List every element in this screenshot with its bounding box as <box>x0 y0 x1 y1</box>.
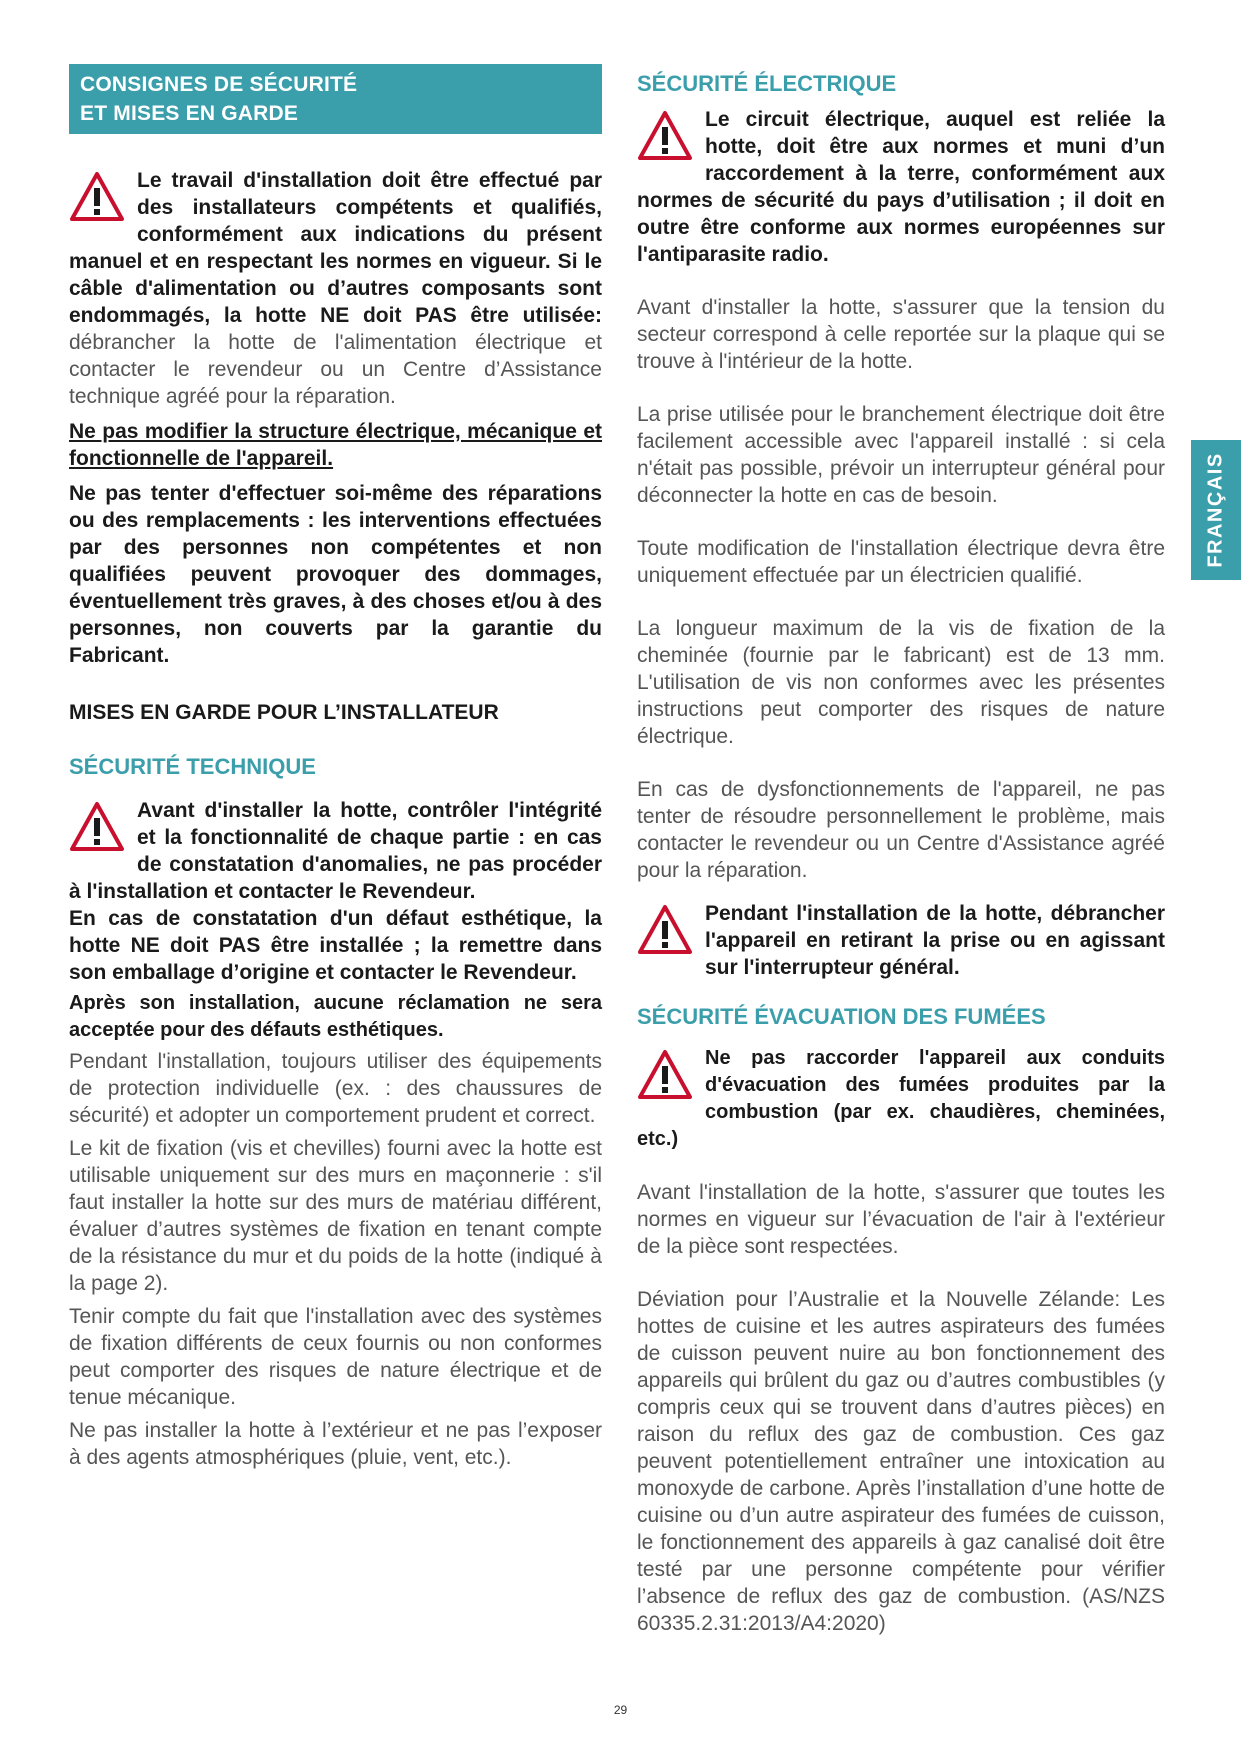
warning-installation-rest: débrancher la hotte de l'alimentation électrique et contacter le revendeur ou un Centre d’Assistance technique agréé pour la réparation. <box>69 331 602 408</box>
installer-title: MISES EN GARDE POUR L’INSTALLATEUR <box>69 701 499 724</box>
warning-triangle-icon <box>637 904 693 956</box>
tech-safety-title: SÉCURITÉ TECHNIQUE <box>69 754 316 779</box>
para-protection: Pendant l'installation, toujours utiliser des équipements de protection individuelle (ex. : des chaussures de sécurité) et adopter un comportement prudent et correct. <box>69 1050 602 1127</box>
para-malfunction: En cas de dysfonctionnements de l'appareil, ne pas tenter de résoudre personnellement le problème, mais contacter le revendeur ou un Centre d'Assistance agréé pour la réparation. <box>637 778 1165 882</box>
header-line-2: ET MISES EN GARDE <box>80 102 299 125</box>
para-voltage: Avant d'installer la hotte, s'assurer que la tension du secteur correspond à celle reportée sur la plaque qui se trouve à l'intérieur de la hotte. <box>637 296 1165 373</box>
right-column <box>637 64 1165 1637</box>
warning-tech-a: Avant d'installer la hotte, contrôler l'intégrité et la fonctionnalité de chaque partie : en cas de constatation d'anomalies, ne pas procéder à l'installation et contacter le Revendeur. <box>69 799 602 903</box>
warning-electric <box>637 106 1165 268</box>
language-tab-label: FRANÇAIS <box>1204 452 1227 568</box>
warning-tech-b: En cas de constatation d'un défaut esthétique, la hotte NE doit PAS être installée ; la remettre dans son emballage d’origine et contacter le Revendeur. <box>69 907 602 984</box>
repair-warning: Ne pas tenter d'effectuer soi-même des réparations ou des remplacements : les interventions effectuées par des personnes non compétentes et non qualifiées peuvent provoquer des dommages, éventuellement très graves, à des choses et/ou à des personnes, non couverts par la garantie du Fabricant. <box>69 482 602 667</box>
warning-triangle-icon <box>69 801 125 853</box>
section-header-safety <box>69 64 602 134</box>
para-fixing-systems: Tenir compte du fait que l'installation avec des systèmes de fixation différents de ceux fournis ou non conformes peut comporter des risques de nature électrique et de tenue mécanique. <box>69 1305 602 1409</box>
warning-fumes-text: Ne pas raccorder l'appareil aux conduits d'évacuation des fumées produites par la combustion (par ex. chaudières, cheminées, etc.) <box>637 1047 1165 1150</box>
para-air-evacuation: Avant l'installation de la hotte, s'assurer que toutes les normes en vigueur sur l’évacuation de l'air à l'extérieur de la pièce sont respectées. <box>637 1181 1165 1258</box>
elec-safety-title: SÉCURITÉ ÉLECTRIQUE <box>637 71 897 96</box>
warning-fumes <box>637 1045 1165 1153</box>
page-number: 29 <box>613 1703 628 1717</box>
warning-triangle-icon <box>637 1049 693 1101</box>
warning-unplug <box>637 900 1165 981</box>
warning-tech <box>69 797 602 905</box>
para-socket: La prise utilisée pour le branchement électrique doit être facilement accessible avec l'appareil installé : si cela n'était pas possible, prévoir un interrupteur général pour déconnecter la hotte en cas de besoin. <box>637 403 1165 507</box>
language-tab <box>1191 440 1241 580</box>
warning-unplug-text: Pendant l'installation de la hotte, débrancher l'appareil en retirant la prise ou en agissant sur l'interrupteur général. <box>705 902 1165 979</box>
header-line-1: CONSIGNES DE SÉCURITÉ <box>80 73 358 96</box>
para-modification: Toute modification de l'installation électrique devra être uniquement effectuée par un électricien qualifié. <box>637 537 1165 587</box>
fumes-safety-title: SÉCURITÉ ÉVACUATION DES FUMÉES <box>637 1004 1046 1029</box>
para-australia: Déviation pour l’Australie et la Nouvelle Zélande: Les hottes de cuisine et les autres aspirateurs des fumées de cuisson peuvent nuire au bon fonctionnement des appareils qui brûlent du gaz ou d’autres combustibles (y compris ceux qui se trouvent dans d’autres pièces) en raison du reflux des gaz de combustion. Ces gaz peuvent potentiellement entraîner une intoxication au monoxyde de carbone. Après l’installation d’une hotte de cuisine ou d’un autre aspirateur des fumées de cuisson, le fonctionnement des appareils à gaz canalisé doit être testé par une personne compétente pour vérifier l’absence de reflux des gaz de combustion. (AS/NZS 60335.2.31:2013/A4:2020) <box>637 1288 1165 1635</box>
para-outdoor: Ne pas installer la hotte à l’extérieur et ne pas l’exposer à des agents atmosphériques (pluie, vent, etc.). <box>69 1419 602 1469</box>
para-screw-length: La longueur maximum de la vis de fixation de la cheminée (fournie par le fabricant) est de 13 mm. L'utilisation de vis non conformes avec les présentes instructions peut comporter des risques de nature électrique. <box>637 617 1165 748</box>
modify-warning: Ne pas modifier la structure électrique, mécanique et fonctionnelle de l'appareil. <box>69 420 602 470</box>
warning-triangle-icon <box>69 171 125 223</box>
para-fixing-kit: Le kit de fixation (vis et chevilles) fourni avec la hotte est utilisable uniquement sur des murs en maçonnerie : s'il faut installer la hotte sur des murs de matériau différent, évaluer d’autres systèmes de fixation en tenant compte de la résistance du mur et du poids de la hotte (indiqué à la page 2). <box>69 1137 602 1295</box>
warning-installation-bold: Le travail d'installation doit être effectué par des installateurs compétents et qualifiés, conformément aux indications du présent manuel et en respectant les normes en vigueur. Si le câble d'alimentation ou d’autres composants sont endommagés, la hotte NE doit PAS être utilisée: <box>69 169 602 327</box>
warning-tech-c: Après son installation, aucune réclamation ne sera acceptée pour des défauts esthétiques. <box>69 992 602 1041</box>
warning-electric-text: Le circuit électrique, auquel est reliée la hotte, doit être aux normes et muni d’un raccordement à la terre, conformément aux normes de sécurité du pays d’utilisation ; il doit en outre être conforme aux normes européennes sur l'antiparasite radio. <box>637 108 1165 266</box>
warning-triangle-icon <box>637 110 693 162</box>
warning-installation <box>69 167 602 410</box>
left-column <box>69 64 602 1471</box>
